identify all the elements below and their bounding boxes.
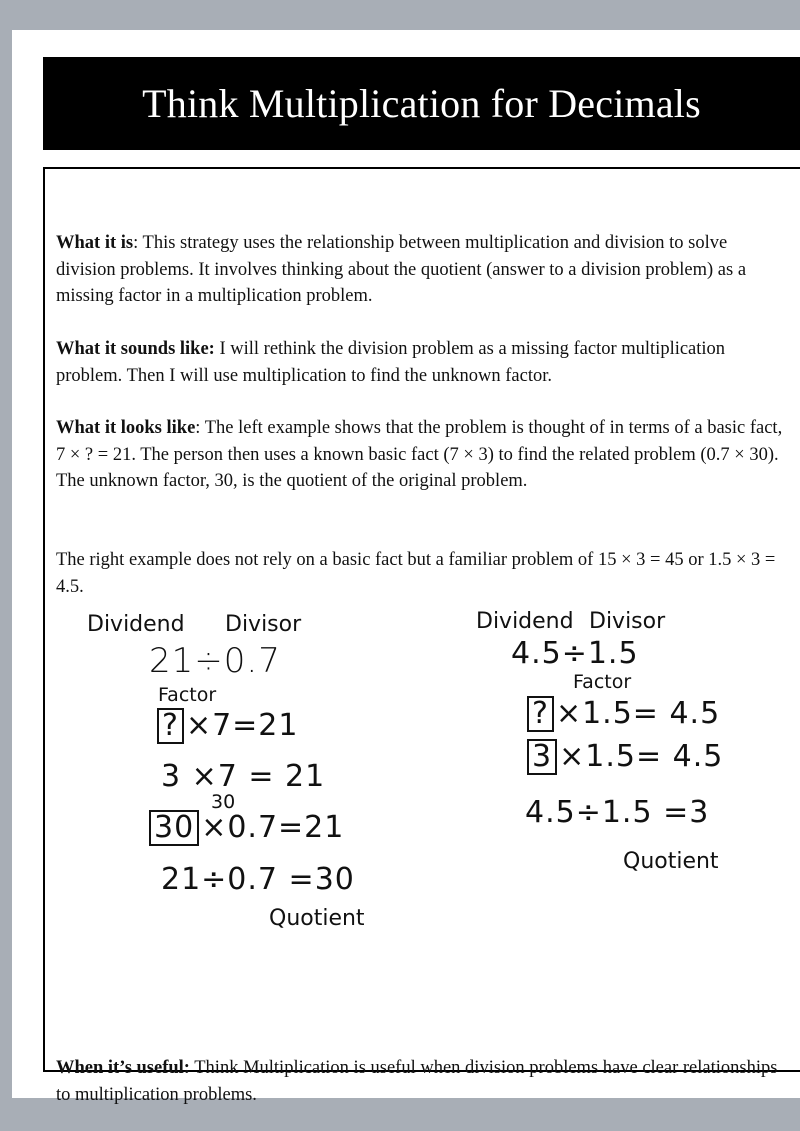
- left-line-1: [157, 708, 298, 744]
- left-problem: 21÷0.7: [149, 641, 281, 681]
- left-line-3: [149, 810, 344, 846]
- left-line-3-rest: ×0.7=21: [201, 810, 345, 845]
- sounds-like-text: I will rethink the division problem as a missing factor multiplication problem. Then I will use multiplication to find the unknown factor.: [56, 339, 726, 386]
- looks-like-paragraph: [56, 415, 791, 495]
- sounds-like-paragraph: [56, 336, 791, 389]
- left-line-1-rest: ×7=21: [185, 708, 299, 743]
- left-line-2: 3 ×7 = 21: [161, 759, 326, 794]
- when-useful-text: Think Multiplication is useful when division problems have clear relationships to multiplication problems.: [56, 1058, 778, 1105]
- what-it-is-sep: :: [133, 233, 143, 253]
- right-problem: 4.5÷1.5: [511, 636, 639, 671]
- left-box-1: ?: [157, 708, 184, 744]
- right-line-3: 4.5÷1.5 =3: [525, 795, 710, 830]
- left-divisor-label: Divisor: [225, 612, 302, 637]
- right-factor-label: Factor: [573, 671, 632, 693]
- page-title: Think Multiplication for Decimals: [43, 57, 800, 150]
- left-dividend-label: Dividend: [87, 612, 185, 637]
- right-line-1-rest: ×1.5= 4.5: [555, 696, 721, 731]
- right-divisor-label: Divisor: [589, 609, 666, 634]
- worksheet-page: [12, 30, 800, 1105]
- what-it-is-paragraph: [56, 230, 791, 310]
- right-line-2: [527, 739, 723, 775]
- left-line-4: 21÷0.7 =30: [161, 862, 355, 897]
- right-box-1: ?: [527, 696, 554, 732]
- looks-like-label: What it looks like: [56, 418, 196, 438]
- left-box-3: 30: [149, 810, 199, 846]
- left-factor-label: Factor: [158, 684, 217, 706]
- what-it-is-label: What it is: [56, 233, 134, 253]
- right-dividend-label: Dividend: [476, 609, 574, 634]
- looks-like-sep: :: [195, 418, 205, 438]
- when-useful-label: When it’s useful:: [56, 1058, 190, 1078]
- what-it-is-text: This strategy uses the relationship between multiplication and division to solve division problems. It involves thinking about the quotient (answer to a division problem) as a missing factor in a multiplication problem.: [56, 233, 747, 306]
- right-line-2-rest: ×1.5= 4.5: [559, 739, 724, 774]
- left-small-note: 30: [211, 791, 236, 813]
- right-example-paragraph: [56, 547, 791, 600]
- looks-like-text: The left example shows that the problem is thought of in terms of a basic fact, 7 × ? = 21. The person then uses a known basic fact (7 × 3) to find the related problem (0.7 × 30). The unknown factor, 30, is the quotient of the original problem.: [56, 418, 783, 491]
- content-box: [43, 167, 800, 1105]
- when-useful-paragraph: [56, 1055, 791, 1108]
- sounds-like-label: What it sounds like:: [56, 339, 215, 359]
- right-box-2: 3: [527, 739, 557, 775]
- right-quotient-label: Quotient: [623, 849, 719, 874]
- right-line-1: [527, 696, 720, 732]
- left-quotient-label: Quotient: [269, 906, 365, 931]
- right-example-text: The right example does not rely on a basic fact but a familiar problem of 15 × 3 = 45 or 1.5 × 3 = 4.5.: [56, 550, 776, 597]
